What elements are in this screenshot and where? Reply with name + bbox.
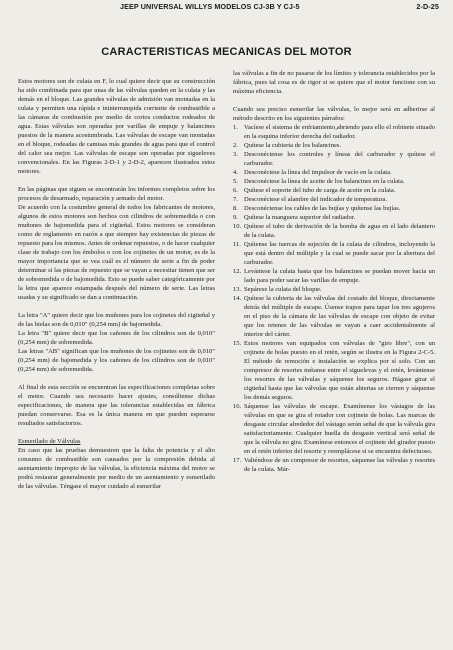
- step-text: Quítese la cubierta de las válvulas del costado del bloque, directamente detrás del múltiple de escape. Úsense trapos para tapar los tres agujeros en el piso de la cámara de las válvulas de escape con objeto de evitar que los retenes de las válvulas se vayan a caer accidentalmente al interior del cárter.: [244, 295, 435, 338]
- step-number: 14.: [233, 295, 242, 302]
- step-number: 8.: [233, 205, 238, 212]
- step-text: Valiéndose de un compresor de resortes, sáquense las válvulas y resortes de la culata. Már-: [244, 457, 435, 473]
- procedure-step: [233, 285, 435, 294]
- procedure-step: [233, 186, 435, 195]
- step-text: Desconéctese la línea de aceite de los balancines en la culata.: [244, 178, 405, 185]
- procedure-step: [233, 339, 435, 402]
- step-text: Desconéctense los cables de las bujías y quítense las bujías.: [244, 205, 401, 212]
- step-number: 12.: [233, 268, 242, 275]
- step-text: Levántese la culata hasta que los balancines se puedan mover hacia un lado para poder sacar las varillas de empuje.: [244, 268, 435, 284]
- step-text: Desconéctense los controles y líneas del carburador y quítese el carburador.: [244, 151, 435, 167]
- procedure-step: [233, 123, 435, 141]
- step-number: 9.: [233, 214, 238, 221]
- paragraph: Estos motores son de culata en F, lo cual quiere decir que su construcción ha sido combinada para que unas de las válvulas queden en la culata y las demás en el bloque. Las grandes válvulas de admisión van montadas en la culata y permiten una rápida e ininterrumpida corriente de combustible a las cámaras de combustión por medio de cortos conductos rodeados de agua. Estas válvulas son operadas por varillas de empuje y balancines puestos de la manera acostumbrada. Las válvulas de escape van montadas en el bloque, rodeadas de camisas más grandes de agua para que el control del calor sea mejor. Las válvulas de escape son operadas por sigueleves convencionales. En las Figuras 2-D-1 y 2-D-2, aparecen ilustrados estos motores.: [18, 78, 215, 175]
- procedure-step: [233, 204, 435, 213]
- step-number: 4.: [233, 169, 238, 176]
- step-number: 6.: [233, 187, 238, 194]
- step-text: Quítese la manguera superior del radiador.: [244, 214, 356, 221]
- step-number: 17.: [233, 457, 242, 464]
- procedure-step: [233, 402, 435, 456]
- procedure-step: [233, 141, 435, 150]
- right-column: [233, 69, 435, 474]
- section-title: CARACTERISTICAS MECANICAS DEL MOTOR: [101, 46, 352, 58]
- step-number: 3.: [233, 151, 238, 158]
- step-text: Vacíese el sistema de enfriamiento,abriendo para ello el robinete situado en la esquina inferior derecha del radiador.: [244, 124, 435, 140]
- step-text: Estos motores van equipados con válvulas de "giro libre", con un cojinete de bolas puesto en el retén, según se ilustra en la Figura 2-C-5. El método de remoción e instalación se explica por sí solo. Con un compresor de resortes métanse entre el siguelevas y el retén, levántense los resortes de las válvulas y sáquense los seguros. Hágase girar el cigüeñal hasta que las válvulas que están abiertas se cierren y sáquense los demás seguros.: [244, 340, 435, 401]
- procedure-step: [233, 150, 435, 168]
- left-column: [18, 77, 215, 491]
- step-text: Quítese la cubierta de los balancines.: [244, 142, 342, 149]
- procedure-step: [233, 294, 435, 339]
- step-text: Sáquense las válvulas de escape. Examínense los vástagos de las válvulas en que se gira el rotador con cojinete de bolas. Las marcas de desgaste circular alrededor del vástago serán señal de que la válvula gira satisfactoriamente. Cualquier huella de desgaste vertical será señal de que la válvula no gira. Examínese entonces el cojinete del girador puesto en el retén inferior del resorte y reemplácese si se encuentra defectuoso.: [244, 403, 435, 455]
- procedure-step: [233, 222, 435, 240]
- step-text: Desconéctese la línea del impulsor de vacío en la culata.: [244, 169, 392, 176]
- page-header: [120, 2, 439, 11]
- step-text: Quítese el soporte del tubo de carga de aceite en la culata.: [244, 187, 396, 194]
- step-text: Sepárese la culata del bloque.: [244, 286, 322, 293]
- step-number: 2.: [233, 142, 238, 149]
- paragraph: Las letras "AB" significan que los muñones de los cojinetes son de 0,010" (0,254 mm) de bajomedida y los cañones de los cilindros son de 0,010" (0,254 mm) de sobremedida.: [18, 348, 215, 373]
- page-number: 2-D-25: [416, 2, 439, 11]
- step-number: 5.: [233, 178, 238, 185]
- procedure-step: [233, 267, 435, 285]
- paragraph: las válvulas a fin de no pasarse de los límites y tolerancia establecidos por la fábrica, pues tal cosa es de rigor si se quiere que el motor funcione con su máxima eficiencia.: [233, 70, 435, 95]
- step-text: Desconéctese el alambre del indicador de temperatura.: [244, 196, 388, 203]
- step-number: 10.: [233, 223, 242, 230]
- procedure-steps: [233, 123, 435, 474]
- paragraph: De acuerdo con la costumbre general de todos los fabricantes de motores, algunos de estos motores son hechos con cilindros de sobremedida o con muñones de bajomedida para el cigüeñal. Estos motores se consideran como de reglamento en razón a que siempre hay existencias de piezas de repuesto para los mismos. Antes de ordenar repuestos, o de hacer cualquier clase de trabajo con los émbolos o con los cojinetes de un motor, es de la mayor importancia que se vea cuál es el número de serie a fin de poder determinar si las piezas de repuesto que se vayan a necesitar tienen que ser de sobremedida o de bajomedida. Esto se puede saber categóricamente por la letra que aparece estampada después del número de serie. Las letras usadas y su significado se dan a continuación.: [18, 204, 215, 301]
- step-number: 7.: [233, 196, 238, 203]
- paragraph: Cuando sea preciso esmerilar las válvulas, lo mejor será en adherirse al método descrito en los siguientes párrafos:: [233, 106, 435, 122]
- running-title: JEEP UNIVERSAL WILLYS MODELOS CJ-3B Y CJ-5: [120, 2, 300, 11]
- procedure-step: [233, 195, 435, 204]
- procedure-step: [233, 213, 435, 222]
- step-text: Quítese el tubo de derivación de la bomba de agua en el lado delantero de la culata.: [244, 223, 435, 239]
- step-text: Quítense las tuercas de sujeción de la culata de cilindros, incluyendo la que está dentro del múltiple y la cual se puede sacar por la abertura del carburador.: [244, 241, 435, 266]
- paragraph: La letra "A" quiere decir que los muñones para los cojinetes del cigüeñal y de las bielas son de 0,010" (0,254 mm) de bajomedida.: [18, 312, 215, 328]
- step-number: 15.: [233, 340, 242, 347]
- paragraph: En las páginas que siguen se encontrarán los informes completos sobre los procesos de desarmado, reparación y armado del motor.: [18, 186, 215, 202]
- procedure-step: [233, 456, 435, 474]
- procedure-step: [233, 240, 435, 267]
- step-number: 11.: [233, 241, 241, 248]
- step-number: 1.: [233, 124, 238, 131]
- paragraph: En caso que las pruebas demuestren que la falta de potencia y el alto consumo de combustible son causados por la compresión debida al asentamiento impropio de las válvulas, la eficiencia máxima del motor se podrá restaurar generalmente por medio de un asentamiento y esmerilado de las válvulas. Téngase el mayor cuidado al esmerilar: [18, 447, 215, 490]
- procedure-step: [233, 177, 435, 186]
- paragraph: Al final de esta sección se encuentran las especificaciones completas sobre el motor. Cuando sea necesario hacer ajustes, consúltense dichas especificaciones, de manera que las tolerancias establecidas en fábrica puedan conservarse. Esa es la única manera en que pueden esperarse resultados satisfactorios.: [18, 384, 215, 427]
- step-number: 16.: [233, 403, 242, 410]
- subsection-heading: Esmerilado de Válvulas: [18, 438, 81, 445]
- step-number: 13.: [233, 286, 242, 293]
- procedure-step: [233, 168, 435, 177]
- paragraph: La letra "B" quiere decir que los cañones de los cilindros son de 0,010" (0,254 mm) de sobremedida.: [18, 330, 215, 346]
